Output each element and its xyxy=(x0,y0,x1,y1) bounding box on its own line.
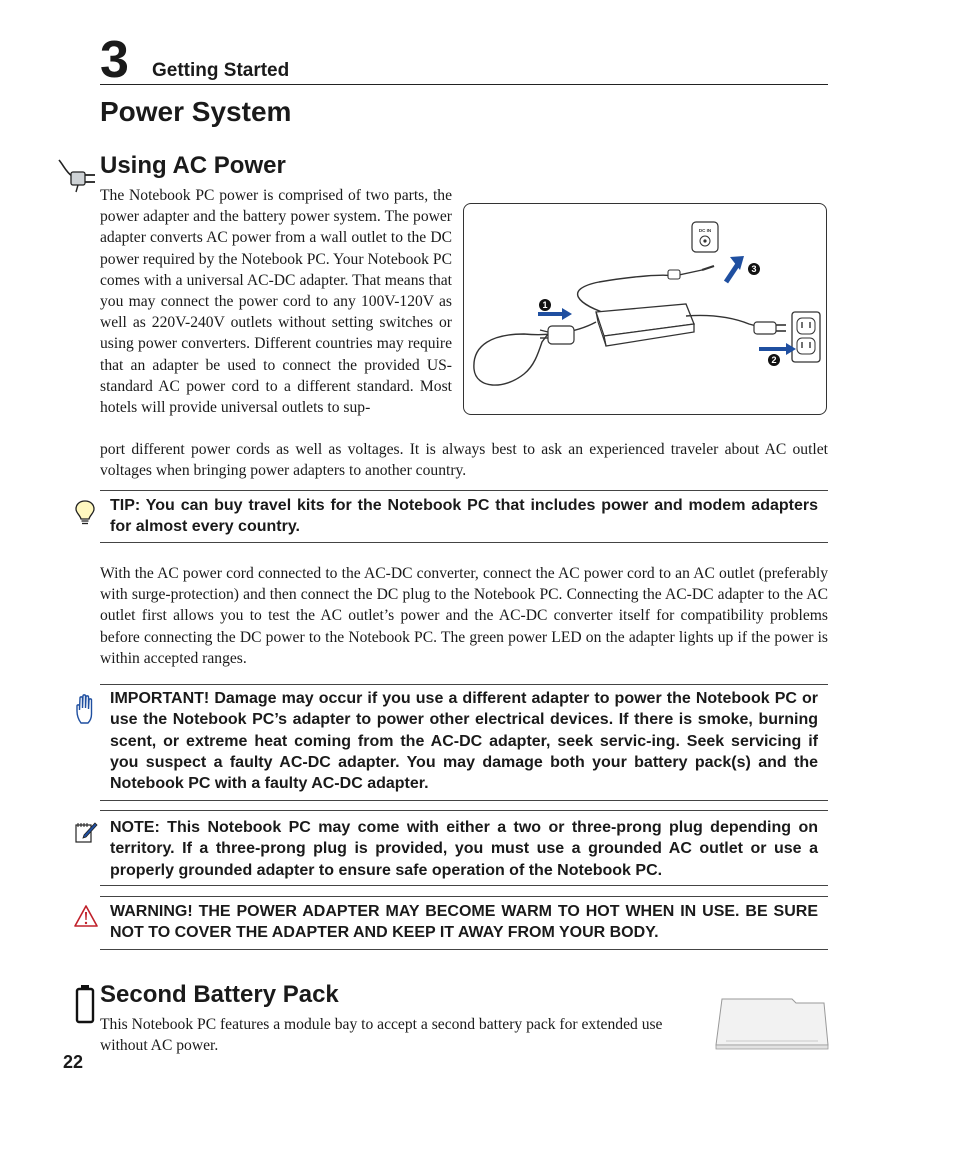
dc-jack-icon xyxy=(692,222,718,252)
header-rule xyxy=(100,84,828,85)
warning-triangle-icon xyxy=(74,904,98,928)
hand-icon xyxy=(74,693,98,725)
battery-icon xyxy=(75,984,95,1024)
chapter-title: Getting Started xyxy=(152,60,290,81)
power-plug-icon xyxy=(56,156,98,196)
battery-paragraph: This Notebook PC features a module bay to accept a second battery pack for extended use without AC power. xyxy=(100,1016,663,1055)
step-3-label: 3 xyxy=(751,264,757,274)
important-text: IMPORTANT! Damage may occur if you use a different adapter to power the Notebook PC or use the Notebook PC’s adapter to power other electrical devices. If there is smoke, burning scent, or extreme heat coming from the AC-DC adapter, seek servic-ing. Seek servicing if you suspect a faulty AC-DC adapter. You may damage both your battery pack(s) and the Notebook PC with a faulty AC-DC adapter. xyxy=(110,690,818,793)
note-box xyxy=(100,810,828,886)
tip-text: TIP: You can buy travel kits for the Notebook PC that includes power and modem adapters for almost every country. xyxy=(110,497,818,536)
notepad-icon xyxy=(74,820,98,844)
battery-pack-image xyxy=(712,995,830,1051)
step-1-label: 1 xyxy=(542,300,548,310)
tip-box xyxy=(100,490,828,543)
dc-in-label: DC IN xyxy=(698,228,712,233)
warning-box xyxy=(100,896,828,950)
connection-paragraph: With the AC power cord connected to the AC-DC converter, connect the AC power cord to an AC outlet (preferably with surge-protection) and then connect the DC plug to the Notebook PC. Connecting the AC-DC adapter to the AC outlet first allows you to test the AC outlet’s power and the AC-DC converter itself for compatibility problems before connecting the DC power to the Notebook PC. The green power LED on the adapter lights up if the power is within accepted ranges. xyxy=(100,565,828,667)
step-2-label: 2 xyxy=(771,355,777,365)
subsection-title-battery: Second Battery Pack xyxy=(100,981,339,1008)
important-box xyxy=(100,684,828,801)
warning-text: WARNING! THE POWER ADAPTER MAY BECOME WARM TO HOT WHEN IN USE. BE SURE NOT TO COVER THE ADAPTER AND KEEP IT AWAY FROM YOUR BODY. xyxy=(110,903,818,942)
note-text: NOTE: This Notebook PC may come with either a two or three-prong plug depending on territory. If a three-prong plug is provided, you must use a grounded AC outlet or use a properly grounded adapter to ensure safe operation of the Notebook PC. xyxy=(110,819,818,879)
lightbulb-icon xyxy=(74,499,96,527)
ac-power-paragraph-continued: port different power cords as well as voltages. It is always best to ask an experienced traveler about AC outlet voltages when bringing power adapters to another country. xyxy=(100,441,828,480)
section-title: Power System xyxy=(100,96,292,127)
subsection-title-ac-power: Using AC Power xyxy=(100,152,286,179)
page-number: 22 xyxy=(63,1052,84,1072)
chapter-number: 3 xyxy=(100,31,129,89)
ac-adapter-figure xyxy=(463,203,827,415)
ac-power-paragraph: The Notebook PC power is comprised of two parts, the power adapter and the battery power system. The power adapter converts AC power from a wall outlet to the DC power required by the Notebook PC. Your Notebook PC comes with a universal AC-DC adapter. That means that you may connect the power cord to any 100V-120V as well as 220V-240V outlets without setting switches or using power converters. Different countries may require that an adapter be used to connect the provided US-standard AC power cord to a different standard. Most hotels will provide universal outlets to sup- xyxy=(100,187,452,417)
